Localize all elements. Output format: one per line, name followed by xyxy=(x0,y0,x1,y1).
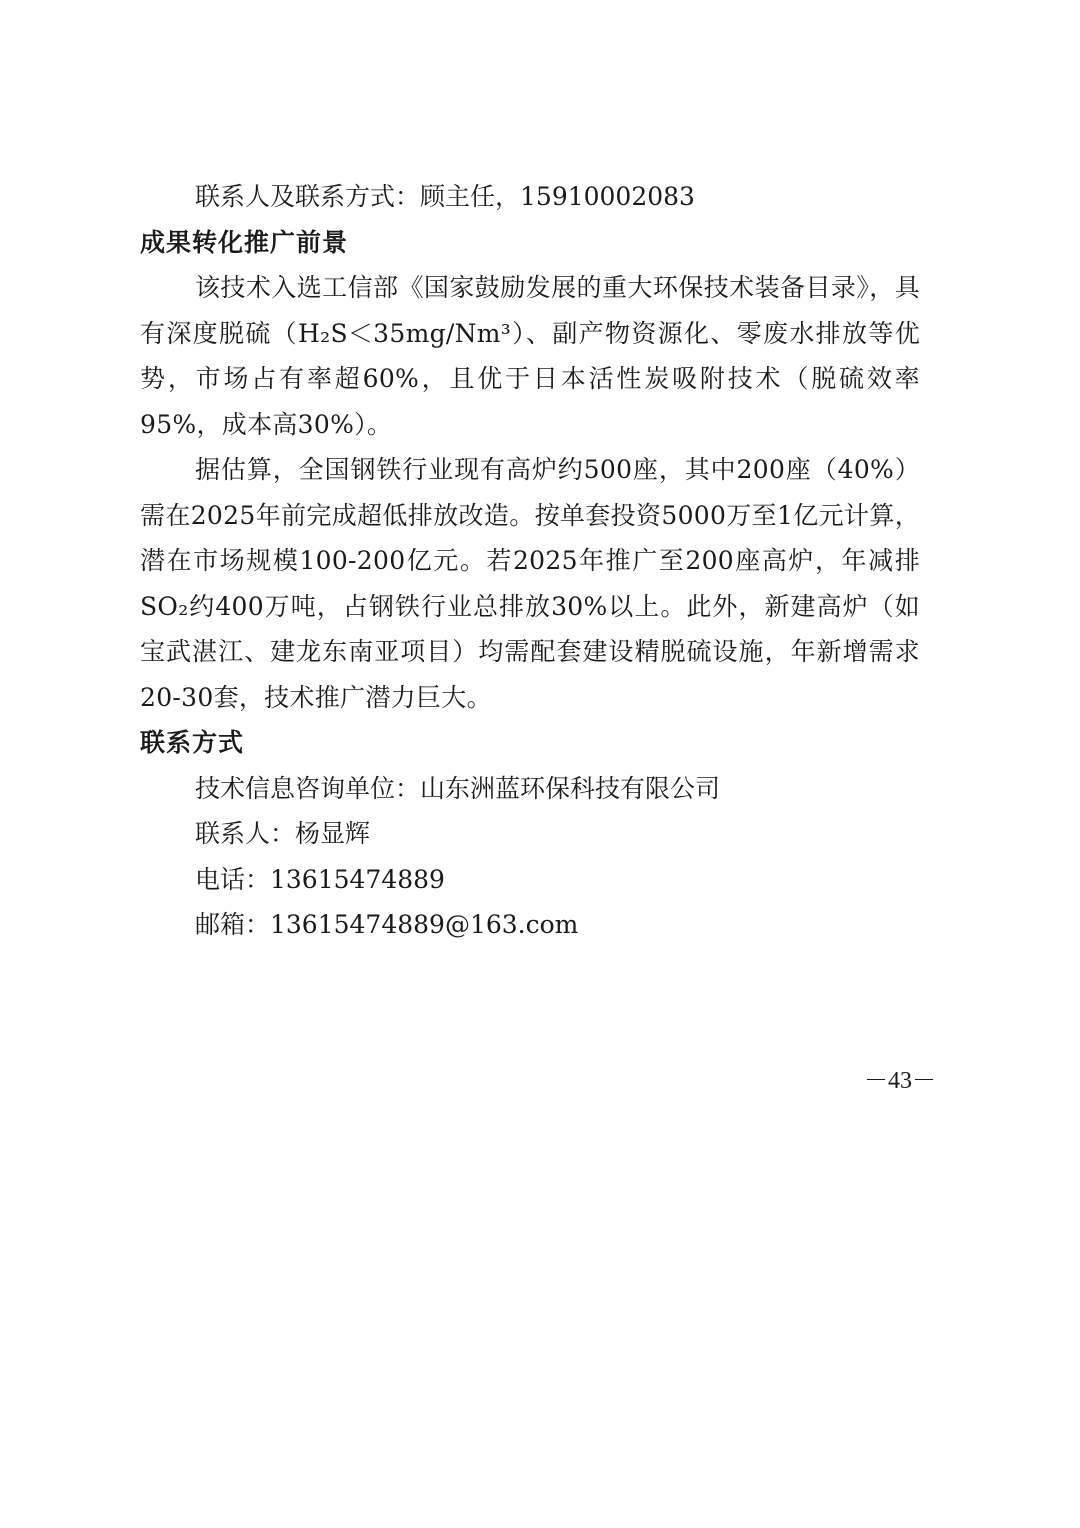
contact-phone: 电话：13615474889 xyxy=(195,864,445,894)
contact-email: 邮箱：13615474889@163.com xyxy=(195,910,579,939)
contact-line-top: 联系人及联系方式：顾主任，15910002083 xyxy=(195,182,695,211)
heading-prospects: 成果转化推广前景 xyxy=(140,227,349,257)
page-content xyxy=(140,174,920,948)
heading-contact: 联系方式 xyxy=(140,728,245,757)
paragraph-prospects-2: 据估算，全国钢铁行业现有高炉约500座，其中200座（40%）需在2025年前完成超低排放改造。按单套投资5000万至1亿元计算，潜在市场规模100-200亿元。若2025年推广至200座高炉，年减排SO₂约400万吨，占钢铁行业总排放30%以上。此外，新建高炉（如宝武湛江、建龙东南亚项目）均需配套建设精脱硫设施，年新增需求20-30套，技术推广潜力巨大。 xyxy=(140,455,920,712)
paragraph-prospects-1: 该技术入选工信部《国家鼓励发展的重大环保技术装备目录》，具有深度脱硫（H₂S＜35mg/Nm³）、副产物资源化、零废水排放等优势，市场占有率超60%，且优于日本活性炭吸附技术（脱硫效率95%，成本高30%）。 xyxy=(140,273,920,439)
page-number: －43－ xyxy=(864,1068,936,1094)
contact-unit: 技术信息咨询单位：山东洲蓝环保科技有限公司 xyxy=(195,773,721,803)
contact-person: 联系人：杨显辉 xyxy=(195,819,371,848)
